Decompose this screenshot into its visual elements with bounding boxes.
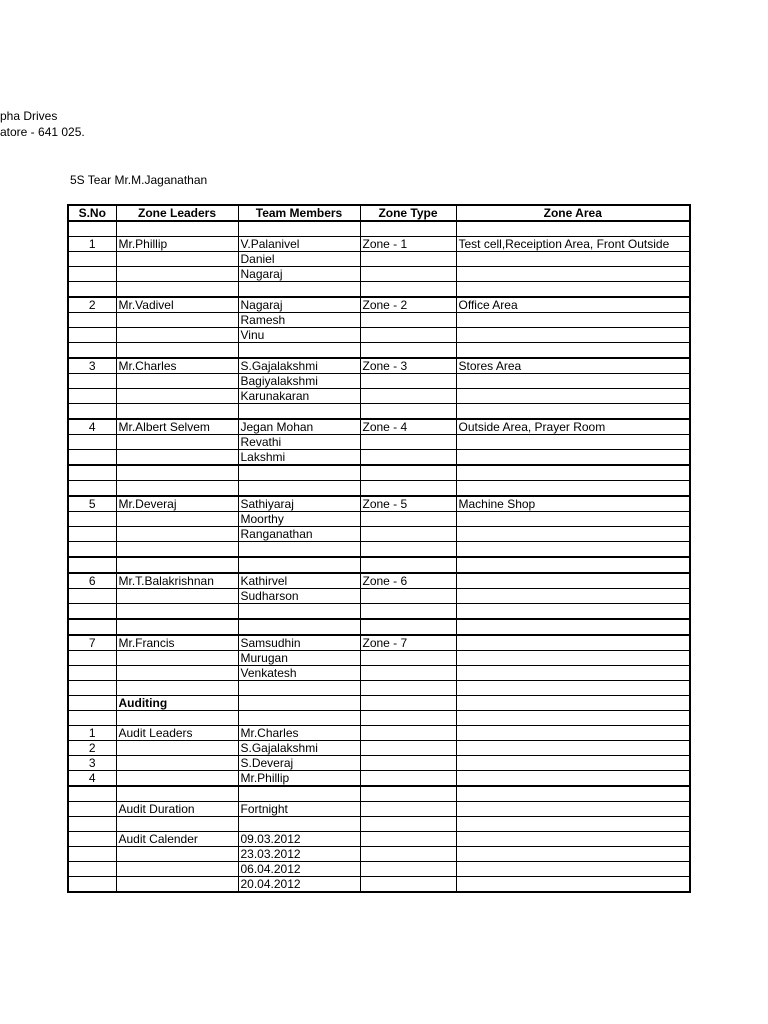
table-row — [68, 542, 690, 558]
table-row — [68, 358, 690, 374]
zone-leader-cell: Audit Duration — [116, 802, 238, 817]
zone-area-cell — [456, 862, 690, 877]
zone-area-cell — [456, 771, 690, 787]
team-member-cell: S.Gajalakshmi — [238, 741, 360, 756]
zone-area-cell — [456, 481, 690, 497]
zone-type-cell — [360, 711, 456, 726]
sno-cell — [68, 374, 116, 389]
zone-type-cell — [360, 681, 456, 696]
table-row — [68, 635, 690, 651]
zone-type-cell — [360, 328, 456, 343]
zone-area-cell — [456, 282, 690, 298]
zone-type-cell — [360, 512, 456, 527]
zone-leader-cell: Mr.T.Balakrishnan — [116, 573, 238, 589]
zone-leader-cell: Mr.Francis — [116, 635, 238, 651]
zone-leader-cell — [116, 557, 238, 573]
company-name-fragment: pha Drives — [0, 109, 58, 123]
table-row — [68, 512, 690, 527]
table-row — [68, 389, 690, 404]
zone-area-cell — [456, 847, 690, 862]
zone-leader-cell — [116, 328, 238, 343]
sno-cell — [68, 527, 116, 542]
sno-cell: 2 — [68, 741, 116, 756]
table-row — [68, 450, 690, 466]
zone-area-cell — [456, 328, 690, 343]
sno-cell — [68, 404, 116, 420]
zone-type-cell — [360, 847, 456, 862]
table-header-row — [68, 205, 690, 221]
table-row — [68, 481, 690, 497]
team-member-cell: 23.03.2012 — [238, 847, 360, 862]
table-row — [68, 771, 690, 787]
zone-area-cell: Office Area — [456, 297, 690, 313]
zone-type-cell — [360, 786, 456, 802]
sno-cell — [68, 512, 116, 527]
team-member-cell — [238, 282, 360, 298]
sno-cell: 7 — [68, 635, 116, 651]
zone-area-cell — [456, 817, 690, 832]
zone-leader-cell — [116, 817, 238, 832]
sno-cell — [68, 786, 116, 802]
zone-type-cell — [360, 696, 456, 711]
sno-cell — [68, 589, 116, 604]
zone-leader-cell — [116, 756, 238, 771]
company-address-fragment: atore - 641 025. — [0, 125, 85, 139]
zone-area-cell — [456, 221, 690, 237]
sno-cell: 2 — [68, 297, 116, 313]
sno-cell — [68, 313, 116, 328]
zone-area-cell: Stores Area — [456, 358, 690, 374]
zone-type-cell — [360, 389, 456, 404]
zone-type-cell — [360, 527, 456, 542]
zone-leader-cell — [116, 481, 238, 497]
zone-area-cell — [456, 635, 690, 651]
zone-type-cell — [360, 832, 456, 847]
sno-cell: 5 — [68, 496, 116, 512]
sno-cell: 3 — [68, 756, 116, 771]
zone-area-cell — [456, 527, 690, 542]
zone-type-cell — [360, 450, 456, 466]
zone-type-cell — [360, 343, 456, 359]
zone-area-cell — [456, 557, 690, 573]
sno-cell — [68, 696, 116, 711]
column-header: S.No — [68, 205, 116, 221]
sno-cell: 6 — [68, 573, 116, 589]
sno-cell: 4 — [68, 771, 116, 787]
zone-area-cell — [456, 252, 690, 267]
column-header: Zone Area — [456, 205, 690, 221]
zone-leader-cell — [116, 771, 238, 787]
team-member-cell: Bagiyalakshmi — [238, 374, 360, 389]
zone-area-cell — [456, 343, 690, 359]
table-row — [68, 651, 690, 666]
sno-cell — [68, 252, 116, 267]
zone-leader-cell — [116, 527, 238, 542]
zone-area-cell — [456, 465, 690, 481]
zone-type-cell — [360, 726, 456, 741]
team-member-cell — [238, 465, 360, 481]
zone-type-cell: Zone - 1 — [360, 237, 456, 252]
table-row — [68, 573, 690, 589]
zone-type-cell — [360, 221, 456, 237]
zone-area-cell — [456, 435, 690, 450]
table-row — [68, 267, 690, 282]
table-row — [68, 786, 690, 802]
zone-area-cell — [456, 696, 690, 711]
table-row — [68, 756, 690, 771]
zone-leader-cell — [116, 221, 238, 237]
team-member-cell: Nagaraj — [238, 267, 360, 282]
team-member-cell: Lakshmi — [238, 450, 360, 466]
zone-table — [67, 204, 691, 893]
team-member-cell: S.Gajalakshmi — [238, 358, 360, 374]
sno-cell — [68, 802, 116, 817]
team-member-cell — [238, 711, 360, 726]
table-row — [68, 328, 690, 343]
zone-leader-cell — [116, 711, 238, 726]
team-title: 5S Tear Mr.M.Jaganathan — [70, 173, 208, 187]
team-member-cell: Samsudhin — [238, 635, 360, 651]
zone-area-cell — [456, 374, 690, 389]
zone-area-cell — [456, 389, 690, 404]
table-row — [68, 435, 690, 450]
zone-type-cell: Zone - 7 — [360, 635, 456, 651]
zone-type-cell — [360, 374, 456, 389]
table-row — [68, 847, 690, 862]
zone-area-cell — [456, 832, 690, 847]
sno-cell — [68, 389, 116, 404]
zone-leader-cell — [116, 619, 238, 635]
zone-leader-cell: Mr.Charles — [116, 358, 238, 374]
zone-leader-cell — [116, 282, 238, 298]
team-member-cell — [238, 221, 360, 237]
team-member-cell — [238, 481, 360, 497]
team-member-cell: Jegan Mohan — [238, 419, 360, 435]
table-row — [68, 404, 690, 420]
table-row — [68, 237, 690, 252]
column-header: Team Members — [238, 205, 360, 221]
team-member-cell: Nagaraj — [238, 297, 360, 313]
sno-cell — [68, 481, 116, 497]
zone-leader-cell — [116, 465, 238, 481]
team-member-cell: S.Deveraj — [238, 756, 360, 771]
zone-type-cell — [360, 557, 456, 573]
zone-area-cell: Test cell,Receiption Area, Front Outside — [456, 237, 690, 252]
table-row — [68, 221, 690, 237]
team-member-cell: V.Palanivel — [238, 237, 360, 252]
zone-area-cell: Outside Area, Prayer Room — [456, 419, 690, 435]
sno-cell — [68, 832, 116, 847]
sno-cell — [68, 343, 116, 359]
table-row — [68, 862, 690, 877]
zone-type-cell: Zone - 2 — [360, 297, 456, 313]
sno-cell: 1 — [68, 726, 116, 741]
zone-type-cell — [360, 877, 456, 893]
zone-leader-cell — [116, 786, 238, 802]
zone-type-cell — [360, 619, 456, 635]
zone-leader-cell: Mr.Deveraj — [116, 496, 238, 512]
team-member-cell: Moorthy — [238, 512, 360, 527]
table-row — [68, 527, 690, 542]
table-row — [68, 252, 690, 267]
sno-cell — [68, 666, 116, 681]
zone-type-cell — [360, 589, 456, 604]
zone-leader-cell — [116, 651, 238, 666]
zone-area-cell — [456, 619, 690, 635]
zone-area-cell — [456, 542, 690, 558]
zone-leader-cell — [116, 741, 238, 756]
sno-cell — [68, 267, 116, 282]
zone-area-cell — [456, 651, 690, 666]
sno-cell: 3 — [68, 358, 116, 374]
zone-leader-cell — [116, 589, 238, 604]
zone-leader-cell — [116, 267, 238, 282]
table-row — [68, 619, 690, 635]
zone-leader-cell — [116, 252, 238, 267]
table-row — [68, 419, 690, 435]
team-member-cell: 06.04.2012 — [238, 862, 360, 877]
zone-type-cell — [360, 435, 456, 450]
team-member-cell: Fortnight — [238, 802, 360, 817]
team-member-cell — [238, 817, 360, 832]
team-member-cell: Karunakaran — [238, 389, 360, 404]
zone-type-cell — [360, 267, 456, 282]
zone-type-cell — [360, 404, 456, 420]
table-row — [68, 282, 690, 298]
zone-area-cell — [456, 267, 690, 282]
table-row — [68, 696, 690, 711]
zone-area-cell — [456, 450, 690, 466]
zone-type-cell — [360, 651, 456, 666]
zone-type-cell: Zone - 3 — [360, 358, 456, 374]
sno-cell — [68, 542, 116, 558]
table-row — [68, 726, 690, 741]
team-member-cell: Mr.Phillip — [238, 771, 360, 787]
table-row — [68, 802, 690, 817]
team-member-cell: Daniel — [238, 252, 360, 267]
team-member-cell: Revathi — [238, 435, 360, 450]
zone-area-cell: Machine Shop — [456, 496, 690, 512]
sno-cell — [68, 862, 116, 877]
zone-type-cell — [360, 756, 456, 771]
zone-type-cell — [360, 666, 456, 681]
sno-cell — [68, 221, 116, 237]
team-member-cell — [238, 542, 360, 558]
zone-area-cell — [456, 726, 690, 741]
zone-leader-cell — [116, 862, 238, 877]
zone-leader-cell: Audit Leaders — [116, 726, 238, 741]
team-member-cell — [238, 696, 360, 711]
sno-cell — [68, 328, 116, 343]
zone-area-cell — [456, 802, 690, 817]
team-member-cell — [238, 619, 360, 635]
zone-leader-cell — [116, 374, 238, 389]
zone-type-cell: Zone - 5 — [360, 496, 456, 512]
zone-area-cell — [456, 681, 690, 696]
team-member-cell — [238, 681, 360, 696]
sno-cell — [68, 847, 116, 862]
zone-type-cell — [360, 313, 456, 328]
zone-type-cell — [360, 862, 456, 877]
team-member-cell — [238, 343, 360, 359]
zone-area-cell — [456, 604, 690, 620]
table-row — [68, 343, 690, 359]
zone-type-cell: Zone - 6 — [360, 573, 456, 589]
table-row — [68, 589, 690, 604]
zone-area-cell — [456, 512, 690, 527]
team-member-cell — [238, 604, 360, 620]
sno-cell — [68, 557, 116, 573]
table-row — [68, 877, 690, 893]
team-member-cell — [238, 404, 360, 420]
table-row — [68, 681, 690, 696]
team-member-cell: Ramesh — [238, 313, 360, 328]
zone-type-cell — [360, 817, 456, 832]
zone-type-cell — [360, 604, 456, 620]
zone-leader-cell — [116, 343, 238, 359]
sno-cell: 4 — [68, 419, 116, 435]
zone-area-cell — [456, 756, 690, 771]
table-row — [68, 496, 690, 512]
sno-cell — [68, 711, 116, 726]
zone-type-cell — [360, 252, 456, 267]
team-member-cell — [238, 786, 360, 802]
zone-type-cell — [360, 542, 456, 558]
sno-cell — [68, 435, 116, 450]
team-member-cell: Ranganathan — [238, 527, 360, 542]
zone-leader-cell — [116, 604, 238, 620]
sno-cell — [68, 877, 116, 893]
sno-cell — [68, 604, 116, 620]
zone-type-cell — [360, 771, 456, 787]
zone-leader-cell: Auditing — [116, 696, 238, 711]
team-member-cell: Kathirvel — [238, 573, 360, 589]
zone-leader-cell: Mr.Albert Selvem — [116, 419, 238, 435]
table-row — [68, 711, 690, 726]
team-member-cell: Sathiyaraj — [238, 496, 360, 512]
zone-area-cell — [456, 573, 690, 589]
team-member-cell: Venkatesh — [238, 666, 360, 681]
zone-leader-cell — [116, 404, 238, 420]
zone-leader-cell: Mr.Phillip — [116, 237, 238, 252]
sno-cell — [68, 817, 116, 832]
sno-cell: 1 — [68, 237, 116, 252]
zone-area-cell — [456, 313, 690, 328]
table-row — [68, 832, 690, 847]
zone-leader-cell: Audit Calender — [116, 832, 238, 847]
zone-leader-cell: Mr.Vadivel — [116, 297, 238, 313]
zone-area-cell — [456, 741, 690, 756]
zone-leader-cell — [116, 450, 238, 466]
zone-area-cell — [456, 711, 690, 726]
sno-cell — [68, 681, 116, 696]
table-row — [68, 604, 690, 620]
zone-leader-cell — [116, 313, 238, 328]
table-row — [68, 374, 690, 389]
zone-leader-cell — [116, 847, 238, 862]
team-member-cell — [238, 557, 360, 573]
zone-area-cell — [456, 666, 690, 681]
zone-area-cell — [456, 786, 690, 802]
table-row — [68, 465, 690, 481]
sno-cell — [68, 465, 116, 481]
column-header: Zone Leaders — [116, 205, 238, 221]
zone-leader-cell — [116, 512, 238, 527]
table-row — [68, 666, 690, 681]
zone-type-cell — [360, 802, 456, 817]
sno-cell — [68, 619, 116, 635]
zone-type-cell — [360, 741, 456, 756]
zone-area-cell — [456, 404, 690, 420]
team-member-cell: 20.04.2012 — [238, 877, 360, 893]
zone-leader-cell — [116, 681, 238, 696]
table-row — [68, 817, 690, 832]
team-member-cell: Murugan — [238, 651, 360, 666]
zone-leader-cell — [116, 666, 238, 681]
zone-leader-cell — [116, 542, 238, 558]
zone-area-cell — [456, 877, 690, 893]
zone-leader-cell — [116, 435, 238, 450]
zone-leader-cell — [116, 877, 238, 893]
table-row — [68, 557, 690, 573]
zone-type-cell — [360, 481, 456, 497]
zone-type-cell — [360, 465, 456, 481]
zone-area-cell — [456, 589, 690, 604]
team-member-cell: Mr.Charles — [238, 726, 360, 741]
zone-type-cell — [360, 282, 456, 298]
team-member-cell: 09.03.2012 — [238, 832, 360, 847]
table-row — [68, 297, 690, 313]
table-row — [68, 313, 690, 328]
sno-cell — [68, 282, 116, 298]
zone-type-cell: Zone - 4 — [360, 419, 456, 435]
team-member-cell: Sudharson — [238, 589, 360, 604]
column-header: Zone Type — [360, 205, 456, 221]
team-member-cell: Vinu — [238, 328, 360, 343]
sno-cell — [68, 450, 116, 466]
table-row — [68, 741, 690, 756]
sno-cell — [68, 651, 116, 666]
zone-leader-cell — [116, 389, 238, 404]
